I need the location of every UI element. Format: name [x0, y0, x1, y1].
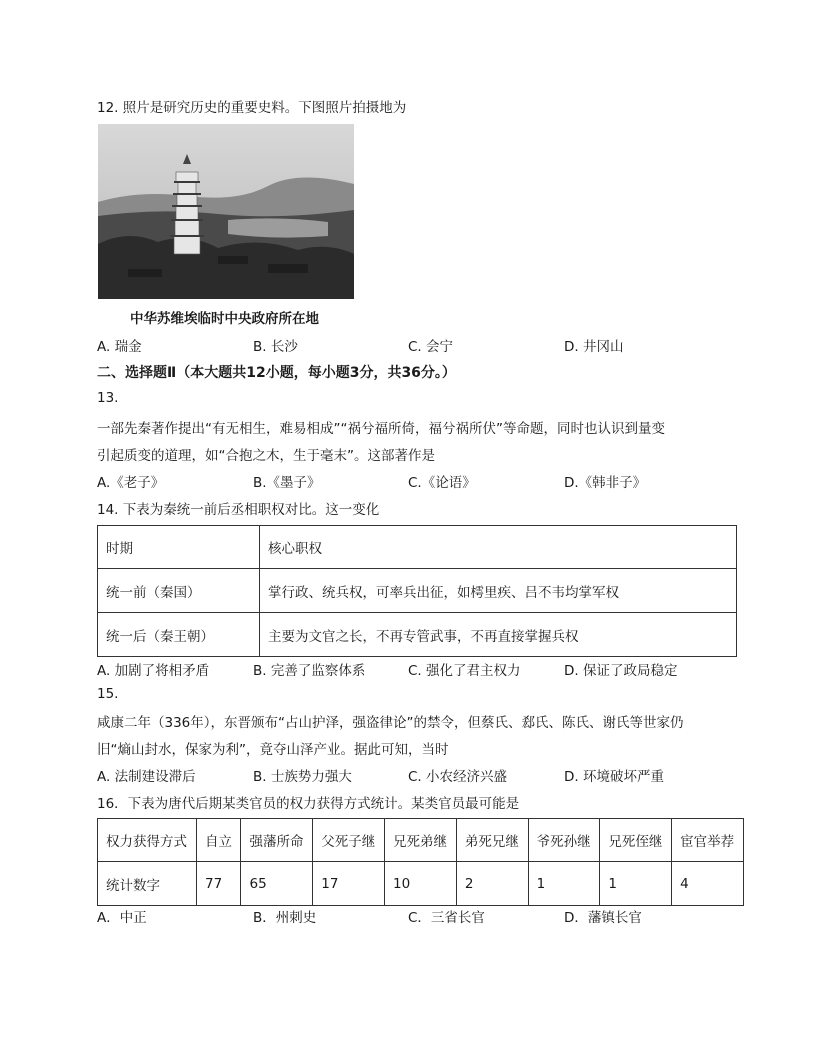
q16-header-6: 爷死孙继: [528, 819, 600, 862]
q15-number: 15.: [97, 686, 119, 702]
q16-header-8: 宦官举荐: [672, 819, 744, 862]
q14-table-header-row: [98, 526, 737, 569]
q16-value-3: 17: [313, 862, 385, 906]
q16-value-5: 2: [456, 862, 528, 906]
q14-table: [97, 525, 737, 657]
q16-header-method: 权力获得方式: [98, 819, 197, 862]
q16-table: [97, 818, 744, 906]
table-row: [98, 862, 744, 906]
q13-option-a[interactable]: A.《老子》: [97, 475, 165, 491]
q14-row2-power: 主要为文官之长，不再专管武事，不再直接掌握兵权: [260, 613, 737, 657]
q16-value-6: 1: [528, 862, 600, 906]
q14-row2-period: 统一后（秦王朝）: [98, 613, 260, 657]
q16-option-a[interactable]: A．中正: [97, 910, 147, 926]
q13-option-b[interactable]: B.《墨子》: [253, 475, 321, 491]
pagoda-landscape-image: [98, 124, 354, 299]
q16-header-4: 兄死弟继: [385, 819, 457, 862]
q12-option-c[interactable]: C. 会宁: [408, 339, 454, 355]
q16-value-8: 4: [672, 862, 744, 906]
q13-stem-line1: 一部先秦著作提出“有无相生，难易相成”“祸兮福所倚，福兮祸所伏”等命题，同时也认识到量变: [97, 421, 665, 437]
q13-number: 13.: [97, 390, 119, 406]
q13-option-d[interactable]: D.《韩非子》: [564, 475, 647, 491]
q16-value-4: 10: [385, 862, 457, 906]
q14-row1-power: 掌行政、统兵权，可率兵出征，如樗里疾、吕不韦均掌军权: [260, 569, 737, 613]
q14-option-b[interactable]: B. 完善了监察体系: [253, 663, 366, 679]
q16-header-1: 自立: [197, 819, 241, 862]
q12-option-a[interactable]: A. 瑞金: [97, 339, 142, 355]
q15-option-b[interactable]: B. 士族势力强大: [253, 769, 352, 785]
q12-option-d[interactable]: D. 井冈山: [564, 339, 624, 355]
q14-options: [97, 659, 737, 679]
q16-header-7: 兄死侄继: [600, 819, 672, 862]
q16-header-2: 强藩所命: [241, 819, 313, 862]
historic-photo: [98, 124, 354, 299]
q16-value-1: 77: [197, 862, 241, 906]
q15-option-a[interactable]: A. 法制建设滞后: [97, 769, 196, 785]
photo-caption: 中华苏维埃临时中央政府所在地: [130, 311, 319, 327]
q16-value-7: 1: [600, 862, 672, 906]
q12-options: [97, 335, 737, 355]
q13-options: [97, 471, 737, 491]
q12-option-b[interactable]: B. 长沙: [253, 339, 298, 355]
section-heading: 二、选择题Ⅱ（本大题共12小题，每小题3分，共36分。）: [97, 365, 456, 381]
q15-stem-line1: 咸康二年（336年），东晋颁布“占山护泽，强盗律论”的禁令，但蔡氏、郄氏、陈氏、谢氏等世家仍: [97, 715, 684, 731]
table-row: [98, 613, 737, 657]
q15-stem-line2: 旧“熵山封水，保家为利”，竟夺山泽产业。据此可知，当时: [97, 742, 449, 758]
q15-option-c[interactable]: C. 小农经济兴盛: [408, 769, 508, 785]
q16-value-2: 65: [241, 862, 313, 906]
q15-option-d[interactable]: D. 环境破坏严重: [564, 769, 664, 785]
q16-header-5: 弟死兄继: [456, 819, 528, 862]
q16-option-c[interactable]: C．三省长官: [408, 910, 485, 926]
q16-stem: 16．下表为唐代后期某类官员的权力获得方式统计。某类官员最可能是: [97, 796, 520, 812]
table-row: [98, 569, 737, 613]
q14-option-c[interactable]: C. 强化了君主权力: [408, 663, 521, 679]
q16-options: [97, 906, 737, 926]
q14-header-power: 核心职权: [260, 526, 737, 569]
q16-header-3: 父死子继: [313, 819, 385, 862]
q16-value-label: 统计数字: [98, 862, 197, 906]
q14-option-d[interactable]: D. 保证了政局稳定: [564, 663, 678, 679]
q16-option-d[interactable]: D．藩镇长官: [564, 910, 642, 926]
q15-options: [97, 765, 737, 785]
q16-table-header-row: [98, 819, 744, 862]
q16-option-b[interactable]: B．州刺史: [253, 910, 317, 926]
q14-option-a[interactable]: A. 加剧了将相矛盾: [97, 663, 210, 679]
q13-option-c[interactable]: C.《论语》: [408, 475, 476, 491]
q14-stem: 14. 下表为秦统一前后丞相职权对比。这一变化: [97, 502, 380, 518]
q13-stem-line2: 引起质变的道理，如“合抱之木，生于毫末”。这部著作是: [97, 448, 435, 464]
q12-stem: 12. 照片是研究历史的重要史料。下图照片拍摄地为: [97, 100, 407, 116]
q14-row1-period: 统一前（秦国）: [98, 569, 260, 613]
q14-header-period: 时期: [98, 526, 260, 569]
